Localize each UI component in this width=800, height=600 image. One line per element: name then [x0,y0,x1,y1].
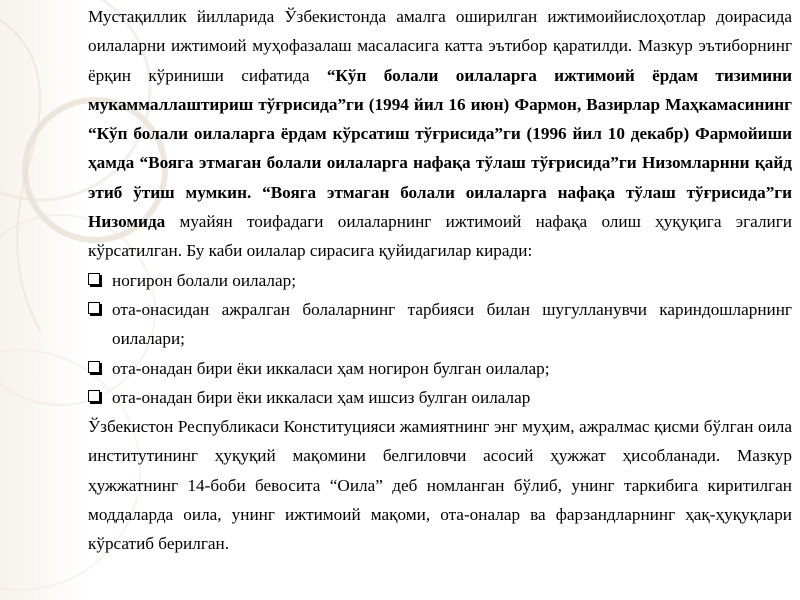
list-item-text: ота-онасидан ажралган болаларнинг тарбияси билан шугулланувчи кариндошларнинг оилалари; [112,299,792,349]
checkbox-bullet-icon [88,390,100,402]
list-item [88,354,792,383]
checkbox-bullet-icon [88,361,100,373]
list-item-text: ногирон болали оилалар; [112,270,296,290]
intro-paragraph [88,2,792,266]
text-content [88,2,792,559]
list-item [88,383,792,412]
constitution-paragraph: Ўзбекистон Республикаси Конституцияси жамиятнинг энг муҳим, ажралмас қисми бўлган оила институтининг ҳуқуқий мақомини белгиловчи асосий ҳужжат ҳисобланади. Мазкур ҳужжатнинг 14-боби бевосита “Оила” деб номланган бўлиб, унинг таркибига киритилган моддаларда оила, унинг ижтимоий мақоми, ота-оналар ва фарзандларнинг ҳақ-ҳуқуқлари кўрсатиб берилган. [88,417,792,554]
checkbox-bullet-icon [88,302,100,314]
list-item [88,266,792,295]
family-category-list [88,266,792,412]
list-item [88,295,792,354]
decree-references: “Кўп болали оилаларга ижтимоий ёрдам тизимини мукаммаллаштириш тўғрисида”ги (1994 йил 16 июн) Фармон, Вазирлар Маҳкамасининг “Кўп болали оилаларга ёрдам кўрсатиш тўғрисида”ги (1996 йил 10 декабр) Фармойиши ҳамда “Вояга этмаган болали оилаларга нафақа тўлаш тўғрисида”ги Низомларнни қайд этиб ўтиш мумкин. “Вояга этмаган болали оилаларга нафақа тўлаш тўғрисида”ги Низомида [88,65,793,232]
checkbox-bullet-icon [88,273,100,285]
intro-text-continued: муайян тоифадаги оилаларнинг ижтимоий нафақа олиш ҳуқуқига эгалиги кўрсатилган. Бу каби оилалар сирасига қуйидагилар киради: [88,212,792,261]
list-item-text: ота-онадан бири ёки иккаласи ҳам ишсиз булган оилалар [112,387,531,407]
intro-text: Мустақиллик йилларида Ўзбекистонда амалга оширилган ижтимоийислоҳотлар доирасида оилаларни ижтимоий муҳофазалаш масаласига катта эътибор қаратилди. Мазкур эътиборнинг ёрқин кўриниши сифатида [88,7,792,85]
list-item-text: ота-онадан бири ёки иккаласи ҳам ногирон булган оилалар; [112,358,550,378]
